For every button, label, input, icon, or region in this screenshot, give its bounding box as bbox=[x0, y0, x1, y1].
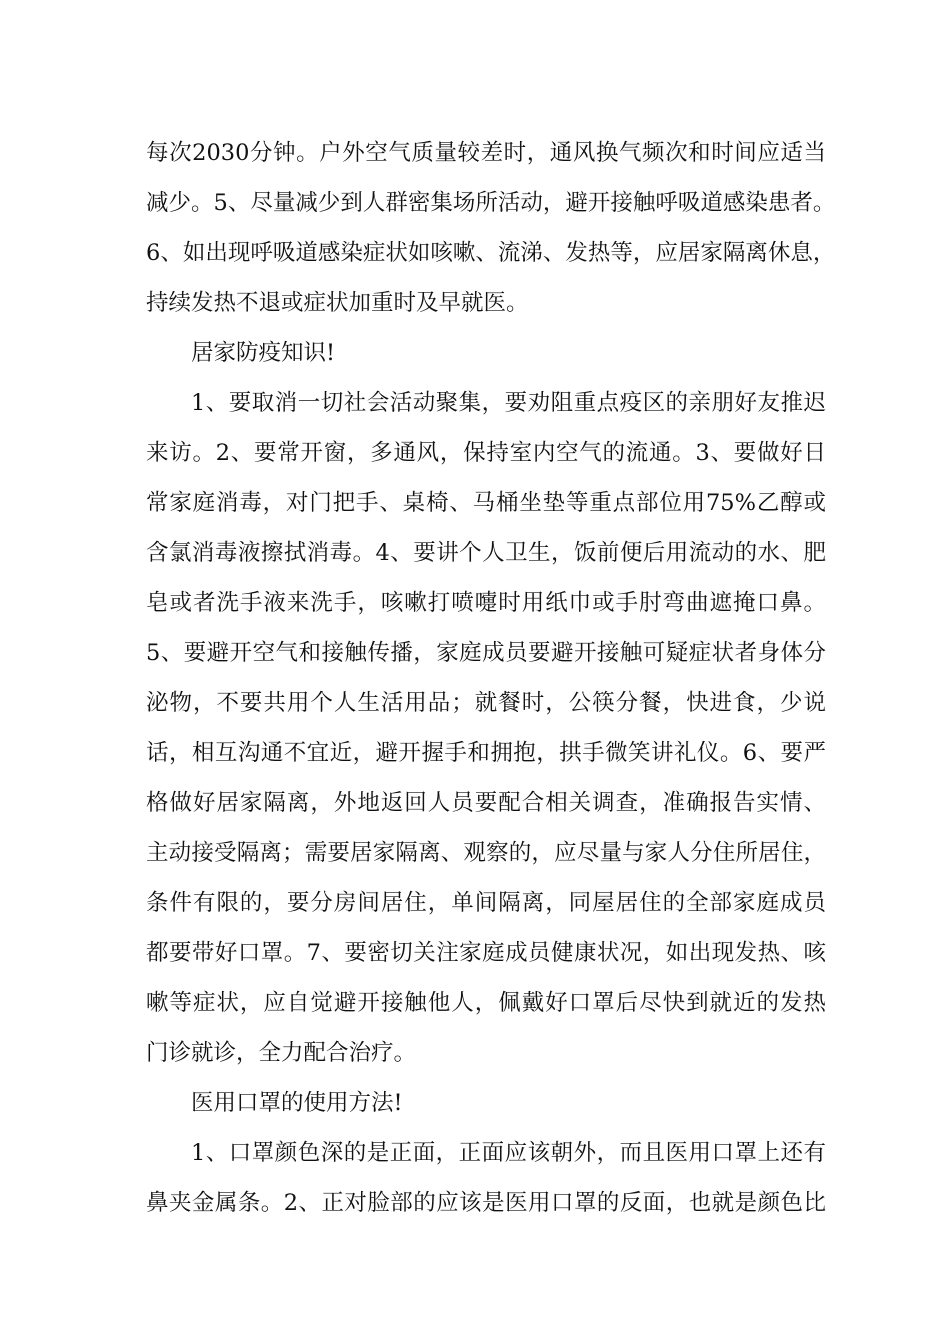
text-line: 1、口罩颜色深的是正面，正面应该朝外，而且医用口罩上还有 bbox=[191, 1140, 826, 1166]
text-line: 主动接受隔离；需要居家隔离、观察的，应尽量与家人分住所居住， bbox=[146, 840, 826, 866]
text-line: 鼻夹金属条。2、正对脸部的应该是医用口罩的反面，也就是颜色比 bbox=[146, 1190, 826, 1216]
text-line: 皂或者洗手液来洗手，咳嗽打喷嚏时用纸巾或手肘弯曲遮掩口鼻。 bbox=[146, 590, 826, 616]
text-line: 每次2030分钟。户外空气质量较差时，通风换气频次和时间应适当 bbox=[146, 140, 826, 166]
text-line: 6、如出现呼吸道感染症状如咳嗽、流涕、发热等，应居家隔离休息， bbox=[146, 240, 836, 266]
text-line: 都要带好口罩。7、要密切关注家庭成员健康状况，如出现发热、咳 bbox=[146, 940, 826, 966]
text-line: 常家庭消毒，对门把手、桌椅、马桶坐垫等重点部位用75%乙醇或 bbox=[146, 490, 826, 516]
text-line: 泌物，不要共用个人生活用品；就餐时，公筷分餐，快进食，少说 bbox=[146, 690, 826, 716]
text-line: 1、要取消一切社会活动聚集，要劝阻重点疫区的亲朋好友推迟 bbox=[191, 390, 826, 416]
text-line: 话，相互沟通不宜近，避开握手和拥抱，拱手微笑讲礼仪。6、要严 bbox=[146, 740, 826, 766]
text-line: 嗽等症状，应自觉避开接触他人，佩戴好口罩后尽快到就近的发热 bbox=[146, 990, 826, 1016]
text-line: 条件有限的，要分房间居住，单间隔离，同屋居住的全部家庭成员 bbox=[146, 890, 826, 916]
text-line: 格做好居家隔离，外地返回人员要配合相关调查，准确报告实情、 bbox=[146, 790, 826, 816]
text-line: 减少。5、尽量减少到人群密集场所活动，避开接触呼吸道感染患者。 bbox=[146, 190, 836, 216]
section-heading: 居家防疫知识! bbox=[191, 340, 336, 366]
text-line: 持续发热不退或症状加重时及早就医。 bbox=[146, 290, 529, 316]
text-line: 5、要避开空气和接触传播，家庭成员要避开接触可疑症状者身体分 bbox=[146, 640, 826, 666]
text-line: 含氯消毒液擦拭消毒。4、要讲个人卫生，饭前便后用流动的水、肥 bbox=[146, 540, 826, 566]
text-line: 门诊就诊，全力配合治疗。 bbox=[146, 1040, 417, 1066]
section-heading: 医用口罩的使用方法! bbox=[191, 1090, 403, 1116]
text-line: 来访。2、要常开窗，多通风，保持室内空气的流通。3、要做好日 bbox=[146, 440, 826, 466]
